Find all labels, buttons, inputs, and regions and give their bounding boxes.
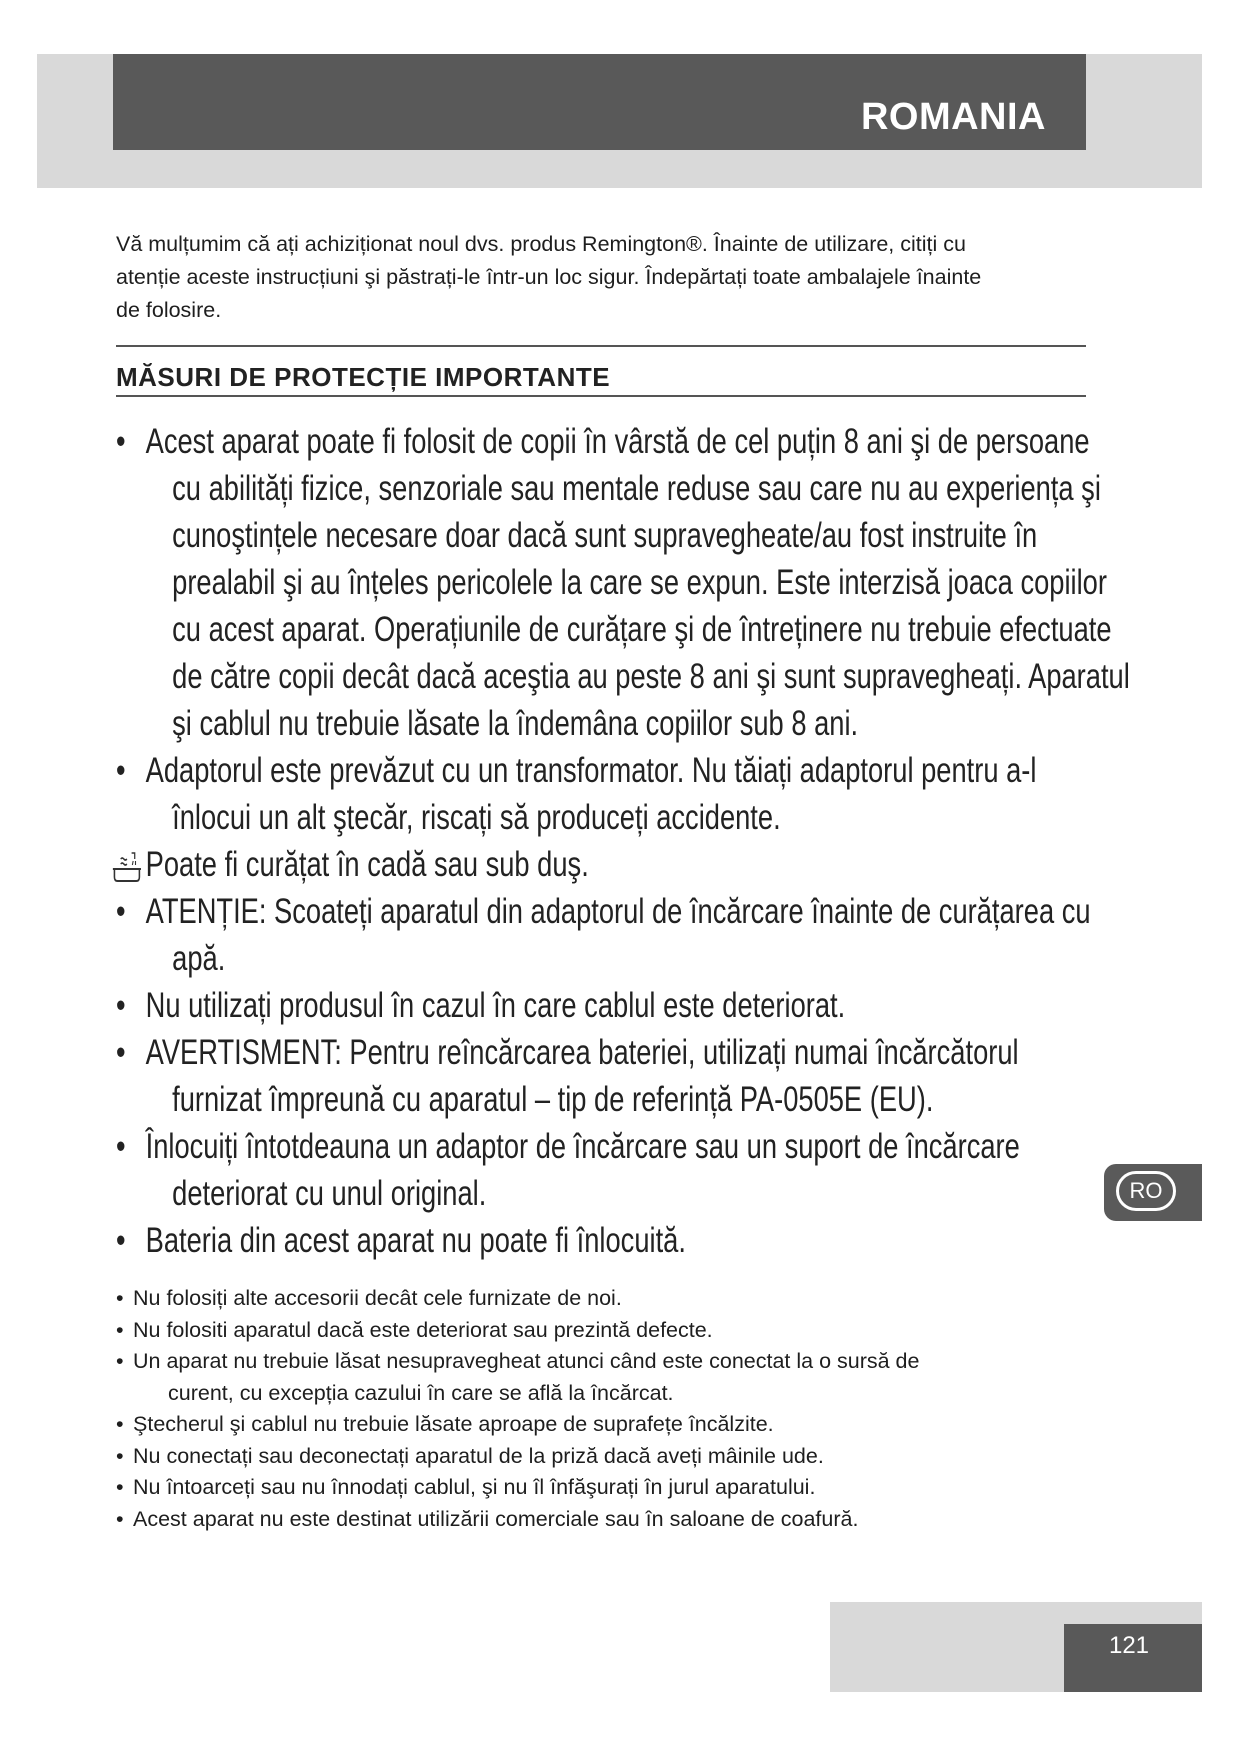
list-item-text: Înlocuiți întotdeauna un adaptor de încărcare sau un suport de încărcare bbox=[145, 1127, 1020, 1166]
page-language-title: ROMANIA bbox=[860, 96, 1046, 138]
list-item-text: Adaptorul este prevăzut cu un transformator. Nu tăiați adaptorul pentru a-l bbox=[145, 751, 1037, 790]
intro-line: de folosire. bbox=[116, 298, 222, 322]
list-item bbox=[116, 418, 1144, 747]
additional-safeguards-list bbox=[116, 1283, 1076, 1535]
list-item-continuation: şi cablul nu trebuie lăsate la îndemâna copiilor sub 8 ani. bbox=[172, 704, 859, 743]
list-item-continuation: furnizat împreună cu aparatul – tip de referință PA-0505E (EU). bbox=[172, 1080, 934, 1119]
section-rule-top bbox=[116, 345, 1086, 347]
bullet: • bbox=[116, 1506, 124, 1531]
list-item-text: Nu folosiți alte accesorii decât cele furnizate de noi. bbox=[133, 1286, 622, 1310]
bullet: • bbox=[116, 1033, 126, 1072]
list-item-text: Acest aparat poate fi folosit de copii în vârstă de cel puțin 8 ani şi de persoane bbox=[145, 422, 1090, 461]
list-item-text: Nu utilizați produsul în cazul în care cablul este deteriorat. bbox=[145, 986, 846, 1025]
list-item bbox=[116, 888, 1144, 982]
list-item bbox=[116, 1315, 1076, 1347]
language-side-tab bbox=[1104, 1164, 1202, 1221]
list-item-text: Bateria din acest aparat nu poate fi înlocuită. bbox=[145, 1221, 686, 1260]
intro-line: Vă mulțumim că ați achiziționat noul dvs. produs Remington®. Înainte de utilizare, citiți cu bbox=[116, 232, 966, 256]
list-item-continuation: cunoştințele necesare doar dacă sunt supravegheate/au fost instruite în bbox=[172, 516, 1038, 555]
intro-paragraph bbox=[116, 228, 1076, 327]
list-item-continuation: cu acest aparat. Operațiunile de curățare şi de întreținere nu trebuie efectuate bbox=[172, 610, 1112, 649]
list-item-text: Nu conectați sau deconectați aparatul de la priză dacă aveți mâinile ude. bbox=[133, 1443, 824, 1468]
section-rule-bottom bbox=[116, 395, 1086, 397]
bullet: • bbox=[116, 422, 126, 461]
section-title: MĂSURI DE PROTECȚIE IMPORTANTE bbox=[116, 362, 611, 392]
list-item bbox=[116, 982, 1144, 1029]
list-item-text: AVERTISMENT: Pentru reîncărcarea bateriei, utilizați numai încărcătorul bbox=[145, 1033, 1019, 1072]
bullet: • bbox=[116, 1349, 124, 1373]
list-item-text: Ştecherul şi cablul nu trebuie lăsate aproape de suprafețe încălzite. bbox=[133, 1412, 774, 1436]
list-item-text: Nu folositi aparatul dacă este deteriorat sau prezintă defecte. bbox=[133, 1317, 713, 1342]
important-safeguards-list bbox=[116, 418, 1130, 1264]
bullet: • bbox=[116, 986, 126, 1025]
bullet: • bbox=[116, 1286, 124, 1310]
list-item-text: ATENȚIE: Scoateți aparatul din adaptorul de încărcare înainte de curățarea cu bbox=[145, 892, 1091, 931]
bullet: • bbox=[116, 1412, 124, 1436]
language-badge: RO bbox=[1116, 1171, 1176, 1211]
bullet: • bbox=[116, 1443, 124, 1468]
bath-shower-icon bbox=[111, 849, 142, 883]
list-item-continuation: deteriorat cu unul original. bbox=[172, 1174, 487, 1213]
list-item-continuation: curent, cu excepția cazului în care se află la încărcat. bbox=[168, 1380, 674, 1405]
bullet: • bbox=[116, 1127, 126, 1166]
list-item bbox=[116, 1504, 1076, 1536]
list-item-continuation: înlocui un alt ştecăr, riscați să produceți accidente. bbox=[172, 798, 781, 837]
list-item-text: Un aparat nu trebuie lăsat nesupravegheat atunci când este conectat la o sursă de bbox=[133, 1349, 920, 1373]
list-item-continuation: de către copii decât dacă aceştia au peste 8 ani şi sunt supravegheați. Aparatul bbox=[172, 657, 1130, 696]
bullet: • bbox=[116, 1317, 124, 1342]
bullet: • bbox=[116, 892, 126, 931]
footer-page-box bbox=[1064, 1624, 1202, 1692]
list-item bbox=[116, 841, 1144, 888]
bullet: • bbox=[116, 751, 126, 790]
list-item bbox=[116, 1217, 1144, 1264]
list-item bbox=[116, 1029, 1144, 1123]
bullet: • bbox=[116, 1221, 126, 1260]
list-item bbox=[116, 747, 1144, 841]
bullet: • bbox=[116, 1475, 124, 1499]
list-item-continuation: cu abilități fizice, senzoriale sau mentale reduse sau care nu au experiența şi bbox=[172, 469, 1101, 508]
list-item-text: Acest aparat nu este destinat utilizării comerciale sau în saloane de coafură. bbox=[133, 1506, 859, 1531]
list-item-text: Poate fi curățat în cadă sau sub duş. bbox=[145, 845, 589, 884]
intro-line: atenție aceste instrucțiuni şi păstrați-le într-un loc sigur. Îndepărtați toate ambalajele înainte bbox=[116, 265, 982, 289]
list-item bbox=[116, 1472, 1076, 1504]
list-item bbox=[116, 1283, 1076, 1315]
list-item bbox=[116, 1346, 1076, 1409]
list-item-continuation: prealabil şi au înțeles pericolele la care se expun. Este interzisă joaca copiilor bbox=[172, 563, 1107, 602]
list-item bbox=[116, 1409, 1076, 1441]
list-item-continuation: apă. bbox=[172, 939, 226, 978]
list-item-text: Nu întoarceți sau nu înnodați cablul, şi nu îl înfăşurați în jurul aparatului. bbox=[133, 1475, 816, 1499]
page-number: 121 bbox=[1108, 1632, 1150, 1659]
list-item bbox=[116, 1123, 1144, 1217]
header-bar bbox=[113, 54, 1086, 150]
list-item bbox=[116, 1441, 1076, 1473]
